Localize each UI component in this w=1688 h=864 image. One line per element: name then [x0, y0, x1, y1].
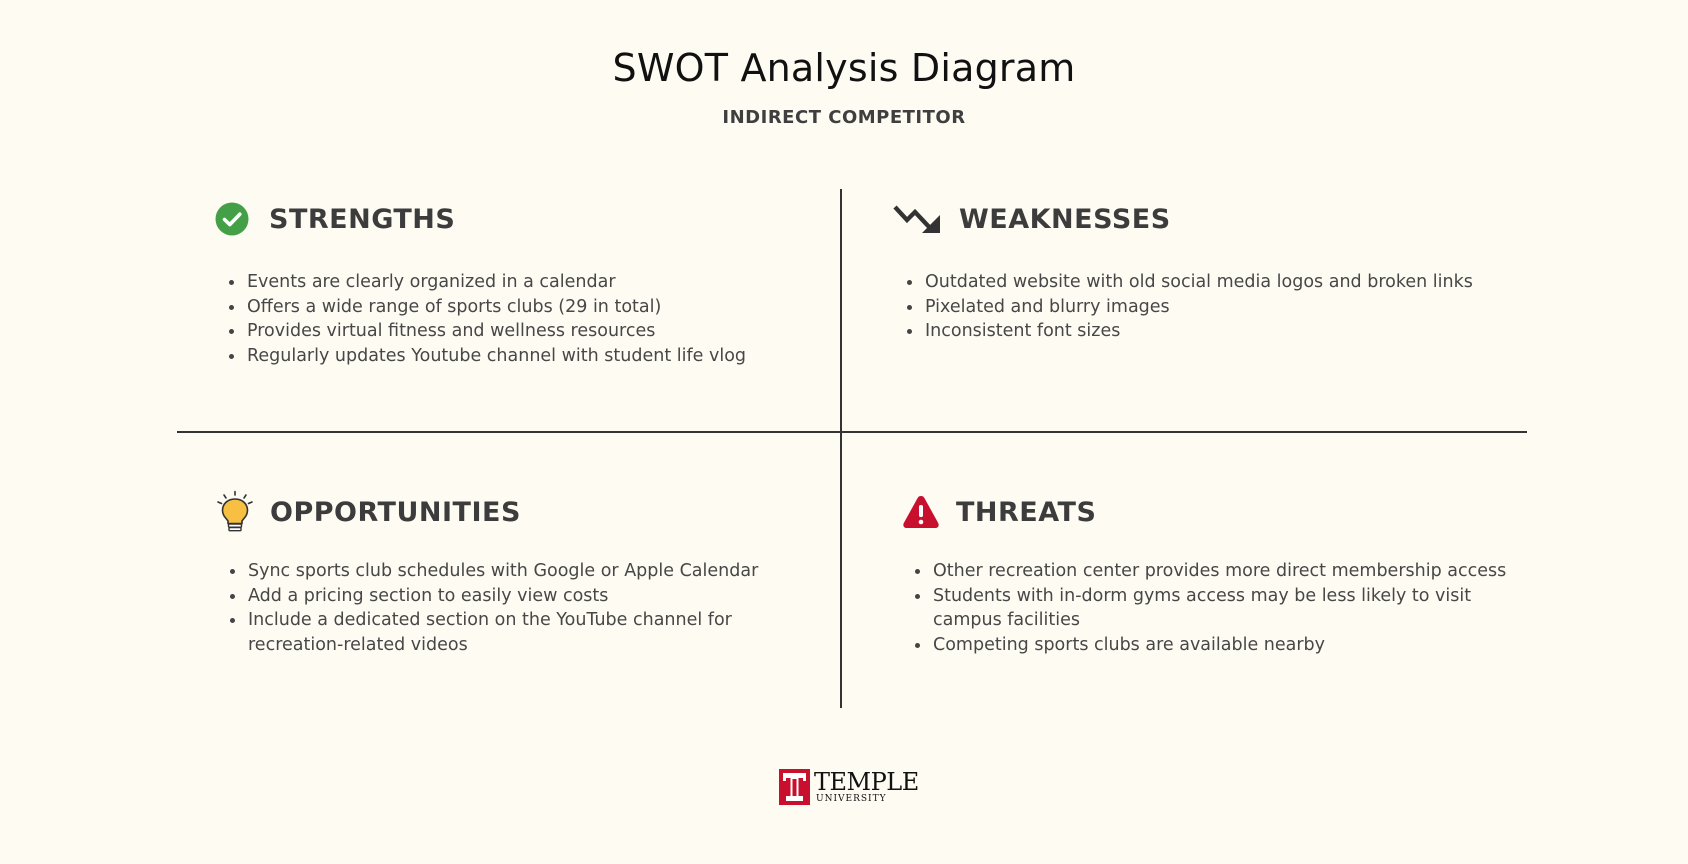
check-circle-icon: [215, 196, 263, 242]
horizontal-divider: [177, 431, 1527, 433]
temple-university-logo: [779, 769, 919, 805]
weaknesses-title: WEAKNESSES: [959, 203, 1171, 235]
strengths-quadrant: [215, 196, 815, 368]
weaknesses-header: [893, 196, 1513, 242]
list-item: • Offers a wide range of sports clubs (29 in total): [245, 295, 815, 320]
page-subtitle: INDIRECT COMPETITOR: [722, 107, 966, 128]
list-item: • Provides virtual fitness and wellness resources: [245, 319, 815, 344]
threats-list: [893, 559, 1513, 657]
list-item: • Students with in-dorm gyms access may be less likely to visit campus facilities: [931, 584, 1513, 633]
logo-subword: UNIVERSITY: [816, 794, 887, 804]
strengths-list: [215, 270, 815, 368]
opportunities-header: [215, 489, 795, 535]
trending-down-icon: [893, 196, 945, 242]
vertical-divider: [840, 189, 842, 708]
page-title: SWOT Analysis Diagram: [612, 46, 1076, 90]
list-item: • Add a pricing section to easily view costs: [246, 584, 795, 609]
temple-t-logo-icon: [779, 769, 810, 805]
weaknesses-quadrant: [893, 196, 1513, 344]
strengths-header: [215, 196, 815, 242]
weaknesses-list: [893, 270, 1513, 344]
strengths-title: STRENGTHS: [269, 203, 456, 235]
threats-quadrant: [893, 489, 1513, 657]
logo-word: TEMPLE: [814, 768, 919, 796]
list-item: • Include a dedicated section on the YouTube channel for recreation-related videos: [246, 608, 795, 657]
lightbulb-icon: [215, 489, 263, 535]
warning-triangle-icon: [893, 489, 941, 535]
list-item: • Events are clearly organized in a calendar: [245, 270, 815, 295]
opportunities-quadrant: [215, 489, 795, 657]
list-item: • Inconsistent font sizes: [923, 319, 1513, 344]
list-item: • Other recreation center provides more direct membership access: [931, 559, 1513, 584]
logo-wordmark: [814, 770, 919, 804]
list-item: • Pixelated and blurry images: [923, 295, 1513, 320]
threats-header: [893, 489, 1513, 535]
list-item: • Sync sports club schedules with Google or Apple Calendar: [246, 559, 795, 584]
opportunities-title: OPPORTUNITIES: [270, 496, 521, 528]
list-item: • Regularly updates Youtube channel with student life vlog: [245, 344, 815, 369]
threats-title: THREATS: [956, 496, 1097, 528]
opportunities-list: [215, 559, 795, 657]
list-item: • Competing sports clubs are available nearby: [931, 633, 1513, 658]
list-item: • Outdated website with old social media logos and broken links: [923, 270, 1513, 295]
